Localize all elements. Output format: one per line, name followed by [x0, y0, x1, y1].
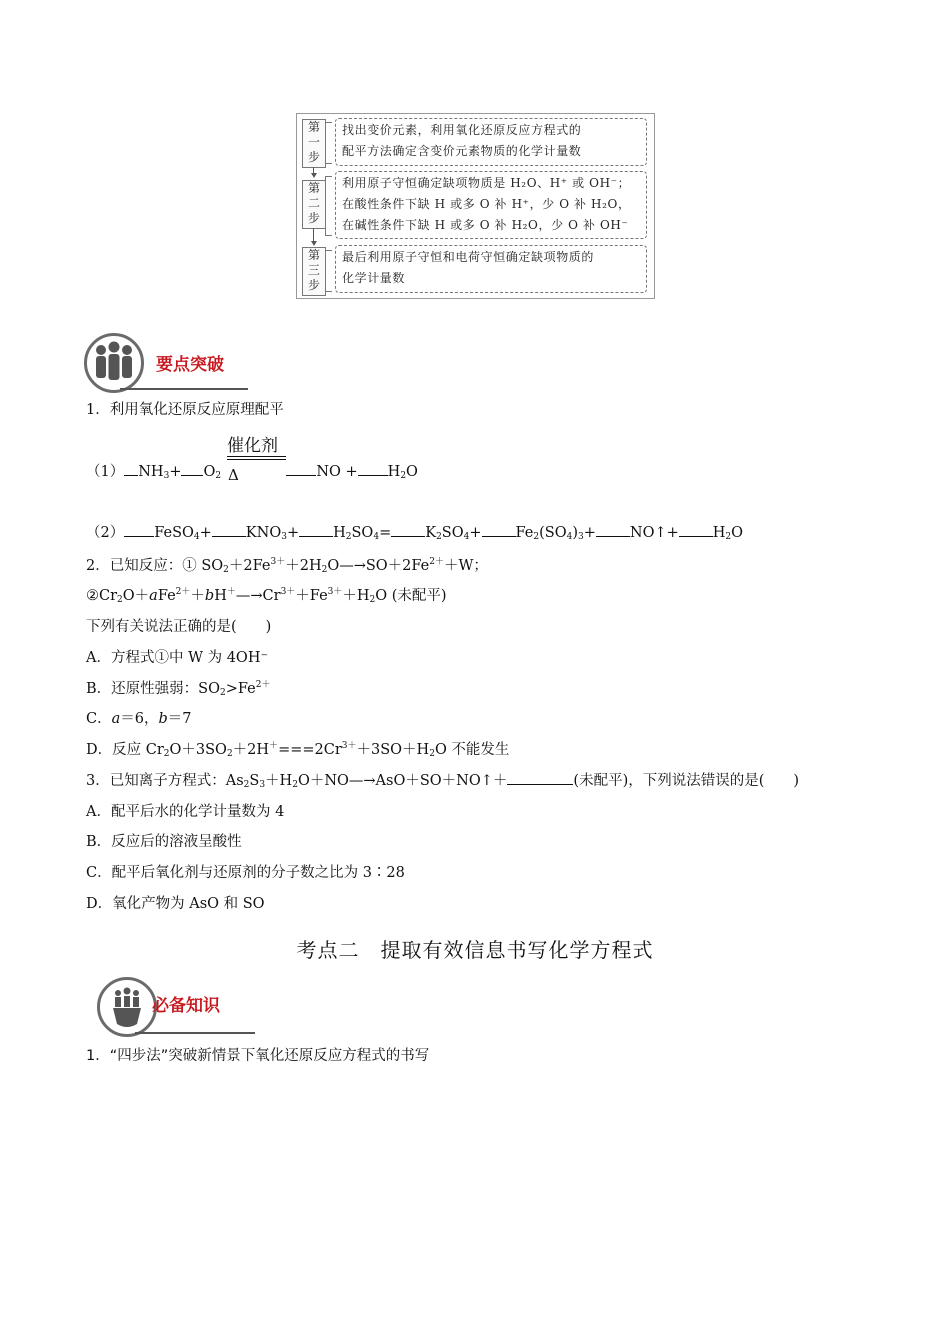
bracket [325, 176, 332, 236]
step-text: 利用原子守恒确定缺项物质是 H₂O、H⁺ 或 OH⁻； [342, 176, 631, 190]
q1-title: 1．利用氧化还原反应原理配平 [86, 402, 284, 418]
step-char: 步 [307, 211, 320, 225]
q3-option-b: B．反应后的溶液呈酸性 [86, 834, 242, 850]
blank[interactable] [596, 522, 630, 537]
q1-eq1: （1） $NH_3+ O_2$ NO + $H_2O$ [86, 460, 418, 481]
q2-title: 2．已知反应： [86, 558, 183, 574]
topic-heading: 考点二 提取有效信息书写化学方程式 [296, 938, 654, 962]
q3-option-d: D．氧化产物为 AsO 和 SO [86, 896, 265, 912]
item-four-step: 1．“四步法”突破新情景下氧化还原反应方程式的书写 [86, 1048, 430, 1064]
step-char: 第 [307, 181, 320, 195]
people-icon [84, 333, 144, 393]
q2-option-d: D．反应 $Cr_2O+3SO_2+2H^+===2Cr^{3+}+3SO+H_2O$ 不能发生 [86, 741, 510, 759]
step-char: 步 [307, 150, 320, 164]
step-box-1 [335, 118, 647, 166]
step-text: 在酸性条件下缺 H 或多 O 补 H⁺，少 O 补 H₂O， [342, 197, 631, 211]
section-underline [120, 388, 248, 390]
step-char: 二 [307, 196, 320, 210]
heat-symbol: Δ [228, 466, 239, 484]
blank[interactable] [286, 461, 316, 476]
blank[interactable] [391, 522, 425, 537]
blank[interactable] [507, 770, 573, 785]
blank[interactable] [124, 522, 154, 537]
blank[interactable] [181, 461, 203, 476]
bracket [325, 250, 332, 292]
step-char: 步 [307, 278, 320, 292]
q2-eq1: 2．已知反应：① $SO_2+2Fe^{3+}+2H_2O—\to SO+2Fe^{2+}+W$； [86, 557, 488, 575]
step-box-2 [335, 171, 647, 239]
arrow-down-icon [311, 241, 317, 246]
step-label-3 [302, 247, 326, 296]
blank[interactable] [358, 461, 388, 476]
section-underline [135, 1032, 255, 1034]
q3-option-c: C．配平后氧化剂与还原剂的分子数之比为 3∶28 [86, 865, 405, 881]
catalyst-label: 催化剂 [227, 436, 278, 456]
bracket [325, 122, 332, 164]
blank[interactable] [679, 522, 713, 537]
q2-intro: 下列有关说法正确的是( ) [86, 619, 272, 635]
knowledge-icon [97, 977, 157, 1037]
step-char: 一 [307, 135, 320, 149]
step-box-3 [335, 245, 647, 293]
step-text: 化学计量数 [342, 271, 406, 285]
q2-option-a: A．方程式①中 W 为 4OH⁻ [86, 650, 269, 666]
step-text: 配平方法确定含变价元素物质的化学计量数 [342, 144, 582, 158]
step-text: 在碱性条件下缺 H 或多 O 补 H₂O，少 O 补 OH⁻ [342, 218, 629, 232]
blank[interactable] [124, 461, 138, 476]
step-char: 第 [307, 248, 320, 262]
knowledge-icon-svg [100, 980, 154, 1034]
q2-eq2: $②Cr_2O+aFe^{2+}+bH^+—\to Cr^{3+}+Fe^{3+}+H_2O$ (未配平) [86, 587, 447, 605]
q2-option-b: B．还原性强弱：$SO_2>Fe^{2+}$ [86, 680, 271, 698]
step-char: 第 [307, 120, 320, 134]
people-icon-svg [87, 336, 141, 390]
section-title-key-points: 要点突破 [156, 355, 224, 375]
blank[interactable] [482, 522, 516, 537]
flow-diagram [296, 113, 655, 299]
blank[interactable] [212, 522, 246, 537]
step-text: 找出变价元素，利用氧化还原反应方程式的 [342, 123, 582, 137]
section-title-essential-knowledge: 必备知识 [152, 996, 220, 1016]
blank[interactable] [299, 522, 333, 537]
q3-option-a: A．配平后水的化学计量数为 4 [86, 804, 285, 820]
step-char: 三 [307, 263, 320, 277]
q1-eq2: （2） FeSO$_4$+ $KNO_3+ H_2SO_4= K_2SO_4+ Fe_2(SO_4)_3+$ NO↑+ $H_2O$ [86, 521, 743, 542]
step-label-2 [302, 180, 326, 229]
q2-option-c: C．a＝6，b＝7 [86, 711, 192, 727]
q3-stem: 3．已知离子方程式：$As_2S_3+H_2O+NO—\to AsO+SO+NO↑+$ (未配平)，下列说法错误的是( ) [86, 769, 799, 790]
arrow-down-icon [311, 173, 317, 178]
connector-line [313, 228, 314, 241]
step-label-1 [302, 119, 326, 168]
step-text: 最后利用原子守恒和电荷守恒确定缺项物质的 [342, 250, 595, 264]
